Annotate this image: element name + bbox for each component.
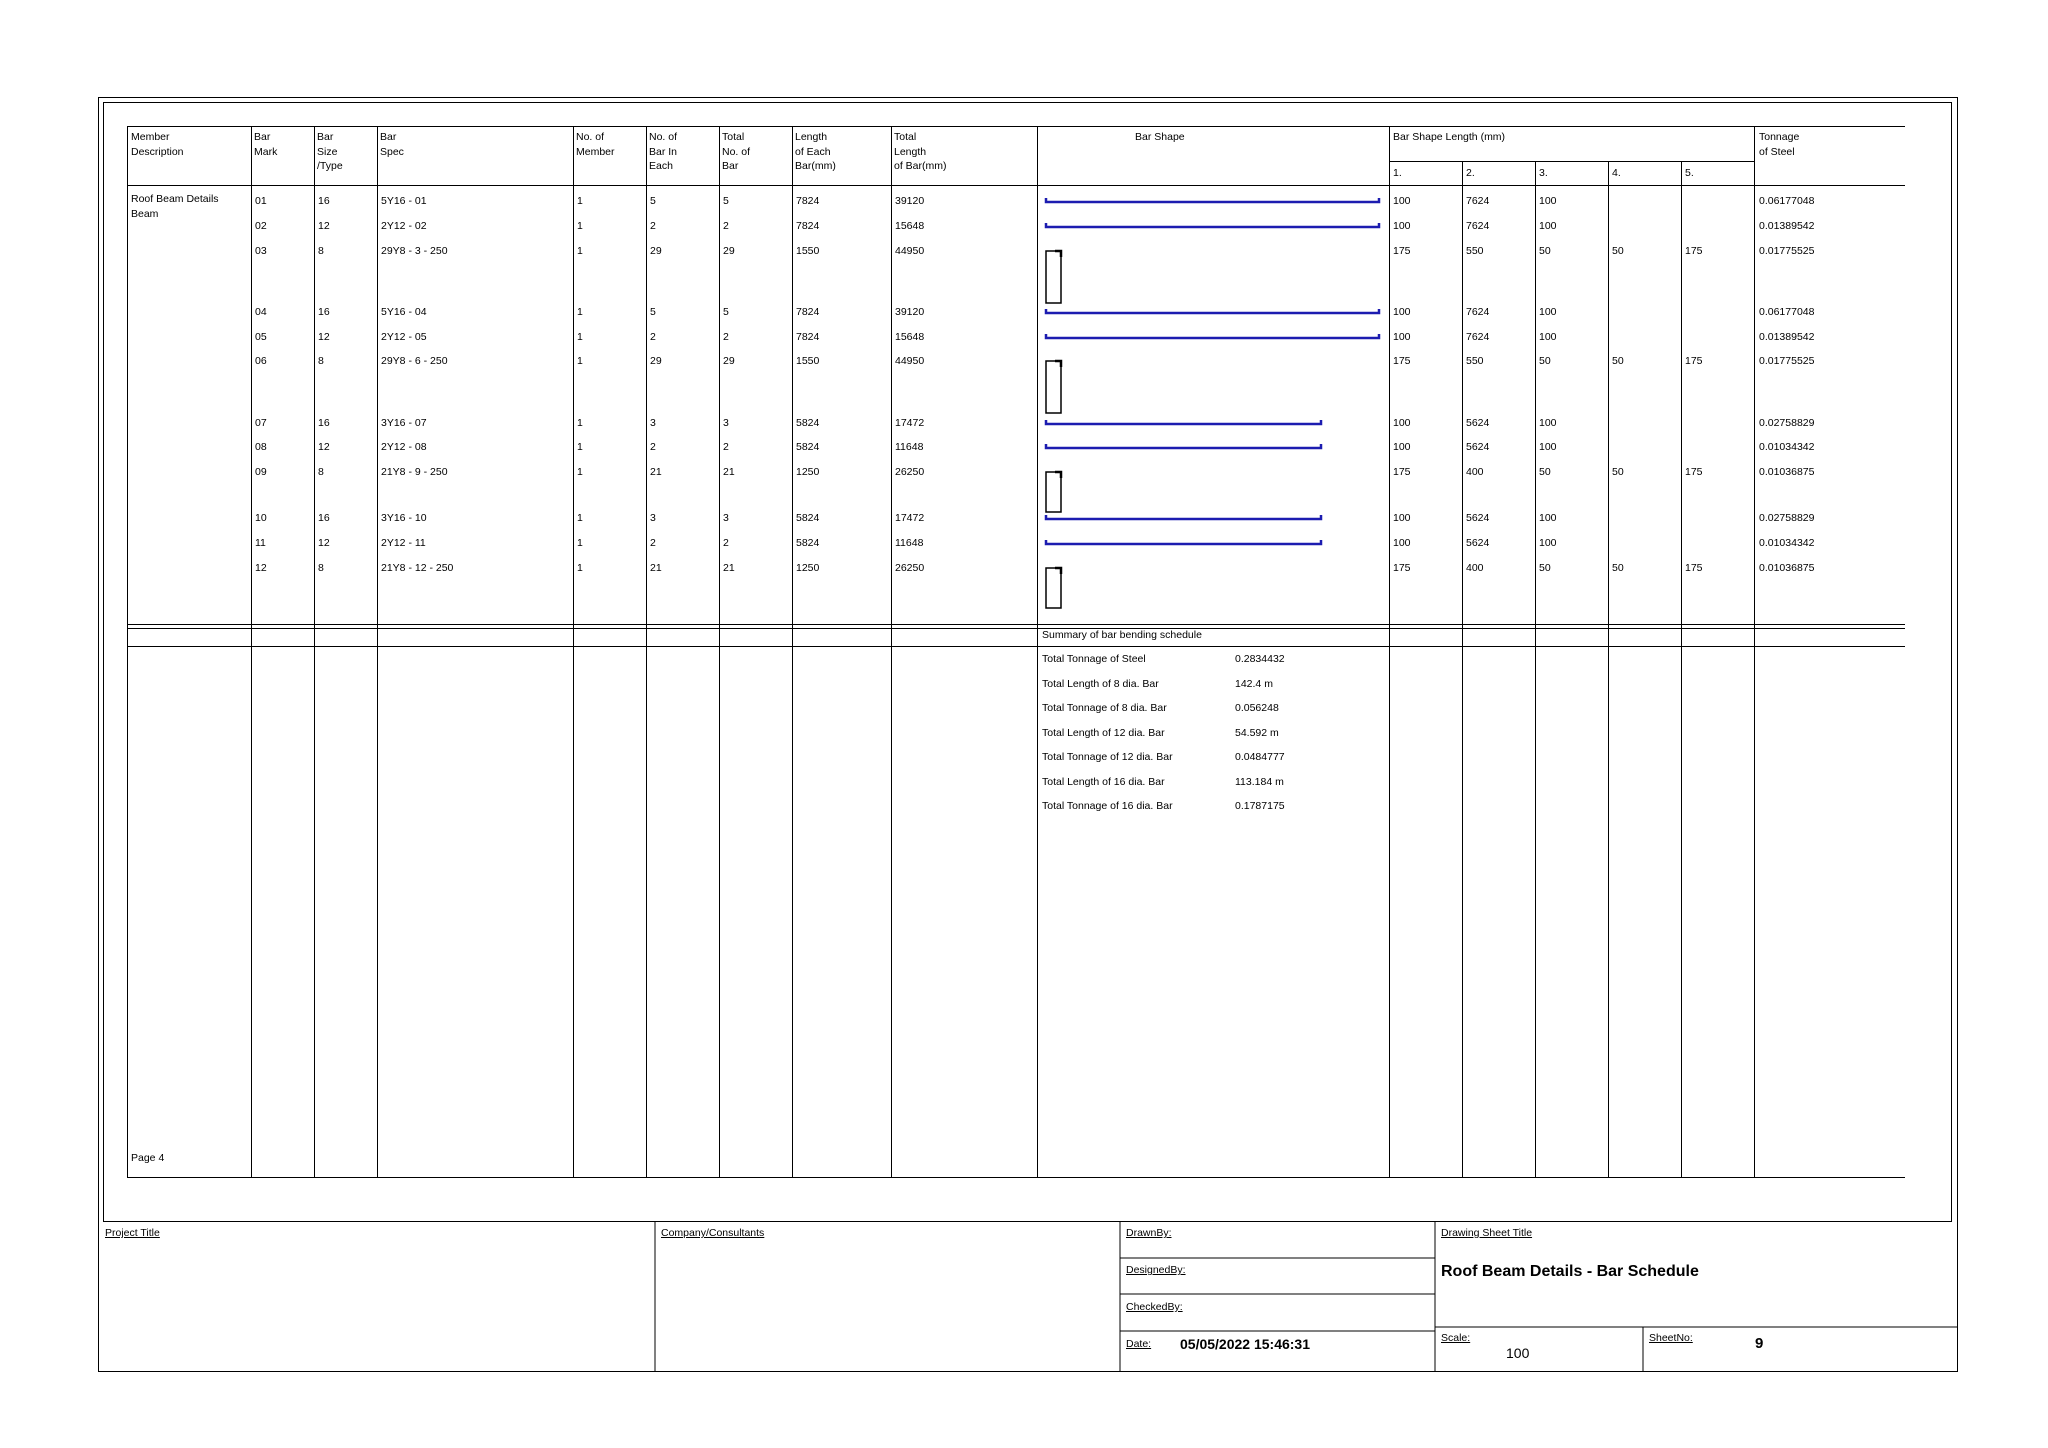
header-tonnage: Tonnage of Steel [1759, 131, 1800, 158]
cell-l2: 7624 [1466, 306, 1490, 318]
summary-value: 54.592 m [1235, 726, 1279, 739]
bar-shape-06 [1046, 361, 1061, 413]
header-shape-col-4: 4. [1612, 167, 1621, 179]
cell-mark: 07 [255, 417, 267, 429]
cell-l1: 175 [1393, 355, 1411, 367]
cell-tonnage: 0.02758829 [1759, 417, 1815, 429]
cell-l4: 50 [1612, 562, 1624, 574]
cell-length: 5824 [796, 512, 820, 524]
summary-label: Total Tonnage of 8 dia. Bar [1042, 702, 1167, 714]
cell-l1: 175 [1393, 245, 1411, 257]
cell-mark: 04 [255, 306, 267, 318]
cell-tonnage: 0.06177048 [1759, 195, 1815, 207]
cell-l3: 50 [1539, 245, 1551, 257]
cell-l2: 550 [1466, 355, 1484, 367]
cell-mark: 11 [255, 537, 266, 549]
cell-total-length: 26250 [895, 466, 925, 478]
cell-l2: 5624 [1466, 441, 1490, 453]
cell-l2: 5624 [1466, 512, 1490, 524]
cell-length: 7824 [796, 220, 820, 232]
cell-l3: 100 [1539, 537, 1557, 549]
cell-length: 1250 [796, 466, 820, 478]
cell-l3: 50 [1539, 466, 1551, 478]
cell-members: 1 [577, 245, 583, 257]
sheet-no-label: SheetNo: [1649, 1332, 1693, 1344]
header-length-each: Length of Each Bar(mm) [795, 131, 836, 172]
bar-shape-03 [1046, 251, 1061, 303]
checked-by-label: CheckedBy: [1126, 1301, 1183, 1313]
company-label: Company/Consultants [661, 1227, 765, 1239]
cell-l3: 100 [1539, 441, 1557, 453]
cell-tonnage: 0.02758829 [1759, 512, 1815, 524]
cell-total-length: 11648 [895, 441, 924, 453]
schedule-grid [127, 126, 1905, 1178]
cell-total-length: 26250 [895, 562, 925, 574]
cell-spec: 29Y8 - 6 - 250 [381, 355, 448, 367]
cell-each: 21 [650, 562, 662, 574]
cell-length: 7824 [796, 195, 820, 207]
bar-shape-08 [1046, 444, 1321, 448]
cell-length: 7824 [796, 306, 820, 318]
bar-shape-04 [1046, 309, 1379, 313]
summary-value: 0.056248 [1235, 702, 1279, 714]
header-shape-col-1: 1. [1393, 167, 1402, 179]
cell-members: 1 [577, 195, 583, 207]
cell-mark: 02 [255, 220, 267, 232]
cell-length: 5824 [796, 537, 820, 549]
cell-spec: 21Y8 - 9 - 250 [381, 466, 448, 478]
cell-l1: 175 [1393, 466, 1411, 478]
cell-size: 12 [318, 220, 330, 232]
cell-members: 1 [577, 512, 583, 524]
cell-size: 8 [318, 245, 324, 257]
cell-total: 5 [723, 306, 729, 318]
cell-mark: 01 [255, 195, 267, 207]
cell-each: 3 [650, 512, 656, 524]
cell-size: 8 [318, 562, 324, 574]
cell-length: 5824 [796, 441, 820, 453]
cell-mark: 08 [255, 441, 267, 453]
bar-shape-05 [1046, 334, 1379, 338]
designed-by-label: DesignedBy: [1126, 1264, 1186, 1276]
cell-size: 8 [318, 466, 324, 478]
bar-shape-02 [1046, 223, 1379, 227]
cell-each: 29 [650, 355, 662, 367]
cell-spec: 5Y16 - 04 [381, 306, 427, 318]
cell-members: 1 [577, 441, 583, 453]
cell-l2: 7624 [1466, 195, 1490, 207]
bar-shape-10 [1046, 515, 1321, 519]
cell-tonnage: 0.01389542 [1759, 331, 1815, 343]
cell-total: 2 [723, 331, 729, 343]
cell-each: 2 [650, 537, 656, 549]
cell-total: 2 [723, 441, 729, 453]
cell-length: 5824 [796, 417, 820, 429]
cell-l3: 100 [1539, 195, 1557, 207]
cell-l5: 175 [1685, 466, 1703, 478]
cell-total-length: 39120 [895, 306, 925, 318]
cell-each: 2 [650, 220, 656, 232]
header-shape-col-2: 2. [1466, 167, 1475, 179]
cell-l1: 100 [1393, 195, 1411, 207]
cell-members: 1 [577, 466, 583, 478]
cell-total: 21 [723, 466, 735, 478]
cell-members: 1 [577, 355, 583, 367]
cell-members: 1 [577, 537, 583, 549]
cell-total: 3 [723, 417, 729, 429]
bar-shape-01 [1046, 198, 1379, 202]
bar-shape-12 [1046, 568, 1061, 608]
summary-label: Total Length of 8 dia. Bar [1042, 677, 1159, 690]
header-bar-shape-length: Bar Shape Length (mm) [1393, 131, 1506, 143]
cell-spec: 21Y8 - 12 - 250 [381, 562, 454, 574]
cell-spec: 2Y12 - 02 [381, 220, 427, 232]
cell-tonnage: 0.01036875 [1759, 562, 1815, 574]
cell-members: 1 [577, 417, 583, 429]
cell-length: 1550 [796, 245, 820, 257]
summary-value: 0.1787175 [1235, 800, 1285, 812]
cell-total-length: 11648 [895, 537, 924, 549]
cell-total: 5 [723, 195, 729, 207]
cell-total: 29 [723, 355, 735, 367]
scale-value: 100 [1506, 1345, 1530, 1361]
cell-tonnage: 0.06177048 [1759, 306, 1815, 318]
cell-total-length: 44950 [895, 355, 925, 367]
cell-size: 16 [318, 512, 330, 524]
date-label: Date: [1126, 1338, 1152, 1350]
cell-each: 3 [650, 417, 656, 429]
summary-label: Total Tonnage of 12 dia. Bar [1042, 751, 1173, 763]
header-no-of-bar-each: No. of Bar In Each [649, 131, 678, 172]
cell-tonnage: 0.01034342 [1759, 441, 1815, 453]
cell-spec: 3Y16 - 07 [381, 417, 427, 429]
cell-size: 12 [318, 441, 330, 453]
title-block-grid [98, 1222, 1958, 1372]
header-member-description: Member Description [131, 131, 184, 158]
cell-l3: 100 [1539, 306, 1557, 318]
summary-label: Total Length of 16 dia. Bar [1042, 775, 1165, 788]
page-label: Page 4 [131, 1152, 165, 1164]
cell-spec: 3Y16 - 10 [381, 512, 427, 524]
cell-members: 1 [577, 331, 583, 343]
cell-l2: 550 [1466, 245, 1484, 257]
cell-total-length: 15648 [895, 331, 925, 343]
cell-l2: 5624 [1466, 417, 1490, 429]
cell-total: 2 [723, 220, 729, 232]
cell-l1: 100 [1393, 220, 1411, 232]
cell-l3: 100 [1539, 220, 1557, 232]
cell-l2: 5624 [1466, 537, 1490, 549]
cell-l2: 7624 [1466, 331, 1490, 343]
cell-l3: 50 [1539, 562, 1551, 574]
cell-each: 5 [650, 195, 656, 207]
cell-size: 16 [318, 417, 330, 429]
bar-shape-09 [1046, 472, 1061, 512]
cell-tonnage: 0.01389542 [1759, 220, 1815, 232]
cell-length: 1550 [796, 355, 820, 367]
summary-title: Summary of bar bending schedule [1042, 629, 1202, 641]
summary-label: Total Length of 12 dia. Bar [1042, 726, 1165, 739]
sheet-title-label: Drawing Sheet Title [1441, 1227, 1533, 1239]
header-shape-col-3: 3. [1539, 167, 1548, 179]
cell-total: 21 [723, 562, 735, 574]
cell-size: 8 [318, 355, 324, 367]
cell-members: 1 [577, 220, 583, 232]
cell-length: 1250 [796, 562, 820, 574]
cell-each: 2 [650, 331, 656, 343]
summary-label: Total Tonnage of Steel [1042, 653, 1146, 665]
cell-members: 1 [577, 562, 583, 574]
cell-mark: 03 [255, 245, 267, 257]
cell-total: 3 [723, 512, 729, 524]
cell-l1: 100 [1393, 512, 1411, 524]
cell-spec: 2Y12 - 05 [381, 331, 427, 343]
cell-total-length: 44950 [895, 245, 925, 257]
cell-tonnage: 0.01036875 [1759, 466, 1815, 478]
cell-spec: 2Y12 - 11 [381, 537, 426, 549]
sheet-title: Roof Beam Details - Bar Schedule [1441, 1263, 1699, 1280]
bar-shape-07 [1046, 420, 1321, 424]
cell-l5: 175 [1685, 245, 1703, 257]
bar-shape-11 [1046, 540, 1321, 544]
date-value: 05/05/2022 15:46:31 [1180, 1336, 1310, 1352]
header-bar-shape: Bar Shape [1135, 131, 1185, 143]
summary-value: 113.184 m [1235, 775, 1284, 788]
summary-value: 142.4 m [1235, 677, 1273, 690]
cell-spec: 29Y8 - 3 - 250 [381, 245, 448, 257]
cell-each: 2 [650, 441, 656, 453]
cell-tonnage: 0.01034342 [1759, 537, 1815, 549]
cell-total-length: 17472 [895, 417, 925, 429]
cell-total-length: 15648 [895, 220, 925, 232]
header-shape-col-5: 5. [1685, 167, 1694, 179]
header-bar-mark: Bar Mark [254, 131, 278, 158]
cell-size: 12 [318, 331, 330, 343]
cell-total: 2 [723, 537, 729, 549]
cell-l5: 175 [1685, 355, 1703, 367]
cell-l3: 50 [1539, 355, 1551, 367]
cell-mark: 06 [255, 355, 267, 367]
cell-l3: 100 [1539, 331, 1557, 343]
cell-l2: 400 [1466, 562, 1484, 574]
cell-size: 16 [318, 306, 330, 318]
cell-l1: 100 [1393, 306, 1411, 318]
cell-total-length: 17472 [895, 512, 925, 524]
scale-label: Scale: [1441, 1332, 1471, 1344]
cell-l4: 50 [1612, 466, 1624, 478]
cell-tonnage: 0.01775525 [1759, 245, 1815, 257]
header-bar-size: Bar Size /Type [317, 131, 343, 172]
cell-l2: 7624 [1466, 220, 1490, 232]
cell-l1: 100 [1393, 331, 1411, 343]
cell-mark: 05 [255, 331, 267, 343]
cell-total-length: 39120 [895, 195, 925, 207]
cell-mark: 10 [255, 512, 267, 524]
cell-l3: 100 [1539, 512, 1557, 524]
title-block [98, 1222, 1958, 1372]
project-title-label: Project Title [105, 1227, 160, 1239]
header-bar-spec: Bar Spec [380, 131, 404, 158]
cell-l2: 400 [1466, 466, 1484, 478]
cell-mark: 12 [255, 562, 267, 574]
cell-spec: 2Y12 - 08 [381, 441, 427, 453]
cell-size: 16 [318, 195, 330, 207]
cell-l1: 175 [1393, 562, 1411, 574]
drawn-by-label: DrawnBy: [1126, 1227, 1172, 1239]
cell-spec: 5Y16 - 01 [381, 195, 427, 207]
header-total-no-of-bar: Total No. of Bar [722, 131, 751, 172]
cell-l1: 100 [1393, 441, 1411, 453]
header-no-of-member: No. of Member [576, 131, 615, 158]
cell-l5: 175 [1685, 562, 1703, 574]
cell-l4: 50 [1612, 355, 1624, 367]
cell-size: 12 [318, 537, 330, 549]
cell-length: 7824 [796, 331, 820, 343]
cell-total: 29 [723, 245, 735, 257]
cell-l1: 100 [1393, 417, 1411, 429]
summary-label: Total Tonnage of 16 dia. Bar [1042, 800, 1173, 812]
cell-l3: 100 [1539, 417, 1557, 429]
summary-value: 0.2834432 [1235, 653, 1285, 665]
cell-each: 29 [650, 245, 662, 257]
cell-members: 1 [577, 306, 583, 318]
summary-value: 0.0484777 [1235, 751, 1285, 763]
cell-l1: 100 [1393, 537, 1411, 549]
cell-l4: 50 [1612, 245, 1624, 257]
cell-each: 5 [650, 306, 656, 318]
header-total-length: Total Length of Bar(mm) [894, 131, 947, 172]
cell-each: 21 [650, 466, 662, 478]
member-description: Roof Beam Details Beam [131, 193, 219, 220]
cell-tonnage: 0.01775525 [1759, 355, 1815, 367]
bar-schedule-table [127, 126, 1905, 1178]
sheet-no-value: 9 [1755, 1335, 1764, 1352]
cell-mark: 09 [255, 466, 267, 478]
